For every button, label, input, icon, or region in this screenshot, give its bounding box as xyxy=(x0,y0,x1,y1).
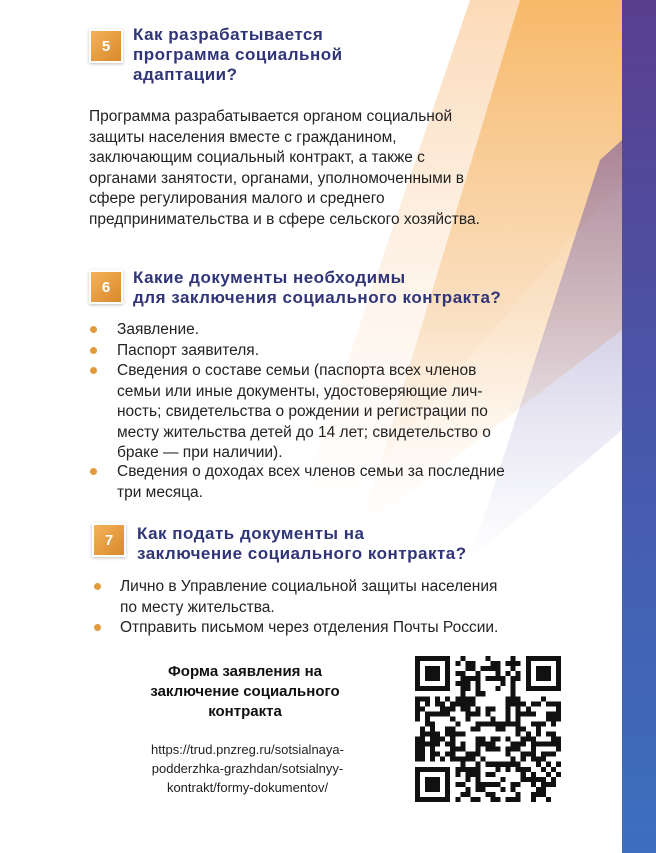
url-line: podderzhka-grazhdan/sotsialnyy- xyxy=(151,761,344,776)
list-item xyxy=(117,462,505,503)
qr-code-icon[interactable] xyxy=(415,656,561,802)
question-line: Какие документы необходимы xyxy=(133,268,406,287)
list-item-line: ность; свидетельства о рождении и регистрации по xyxy=(117,403,488,420)
bullet-dot-icon xyxy=(94,583,101,590)
answer-line: предпринимательства и в сфере сельского хозяйства. xyxy=(89,210,480,228)
list-item-line: Сведения о доходах всех членов семьи за последние xyxy=(117,463,505,480)
section-question xyxy=(133,25,343,85)
list-item-line: браке — при наличии). xyxy=(117,444,283,461)
list-item-line: по месту жительства. xyxy=(120,598,275,616)
list-item-line: Заявление. xyxy=(117,321,200,338)
list-item-line: семьи или иные документы, удостоверяющие лич- xyxy=(117,382,483,400)
list-item-line: три месяца. xyxy=(117,483,203,501)
answer-line: защиты населения вместе с гражданином, xyxy=(89,128,397,146)
question-line: Как разрабатывается xyxy=(133,25,324,44)
form-title-line: контракта xyxy=(208,703,282,720)
bullet-dot-icon xyxy=(90,347,97,354)
section-number-badge: 5 xyxy=(89,29,123,63)
answer-line: Программа разрабатывается органом социальной xyxy=(89,108,453,125)
section-answer xyxy=(89,107,480,230)
bullet-dot-icon xyxy=(90,326,97,333)
section-number-badge: 6 xyxy=(89,270,123,304)
question-line: адаптации? xyxy=(133,65,238,84)
list-item-line: Отправить письмом через отделения Почты России. xyxy=(120,619,499,636)
question-line: Как подать документы на xyxy=(137,524,365,543)
bullet-dot-icon xyxy=(90,367,97,374)
bullet-dot-icon xyxy=(90,468,97,475)
list-item-line: Лично в Управление социальной защиты населения xyxy=(120,578,498,595)
side-color-bar xyxy=(622,0,656,853)
bullet-dot-icon xyxy=(94,624,101,631)
list-item-line: Сведения о составе семьи (паспорта всех членов xyxy=(117,362,477,379)
section-number-badge: 7 xyxy=(92,523,126,557)
question-line: для заключения социального контракта? xyxy=(133,288,502,307)
url-line: https://trud.pnzreg.ru/sotsialnaya- xyxy=(151,742,344,757)
form-title-line: заключение социального xyxy=(150,683,340,700)
url-line: kontrakt/formy-dokumentov/ xyxy=(166,780,329,795)
list-item xyxy=(117,341,259,362)
list-item-line: Паспорт заявителя. xyxy=(117,342,259,359)
form-title-line: Форма заявления на xyxy=(168,663,322,680)
list-item-line: месту жительства детей до 14 лет; свидетельство о xyxy=(117,423,491,441)
list-item xyxy=(120,577,497,618)
list-item xyxy=(117,320,199,341)
question-line: программа социальной xyxy=(133,45,343,64)
question-line: заключение социального контракта? xyxy=(137,544,467,563)
answer-line: органами занятости, органами, уполномоченными в xyxy=(89,169,464,187)
section-question xyxy=(137,524,467,564)
list-item xyxy=(120,618,498,639)
answer-line: заключающим социальный контракт, а также с xyxy=(89,149,425,166)
form-url-link[interactable] xyxy=(125,740,370,797)
form-title xyxy=(130,662,360,722)
section-question xyxy=(133,268,501,308)
list-item xyxy=(117,361,491,464)
answer-line: сфере регулирования малого и среднего xyxy=(89,190,385,207)
